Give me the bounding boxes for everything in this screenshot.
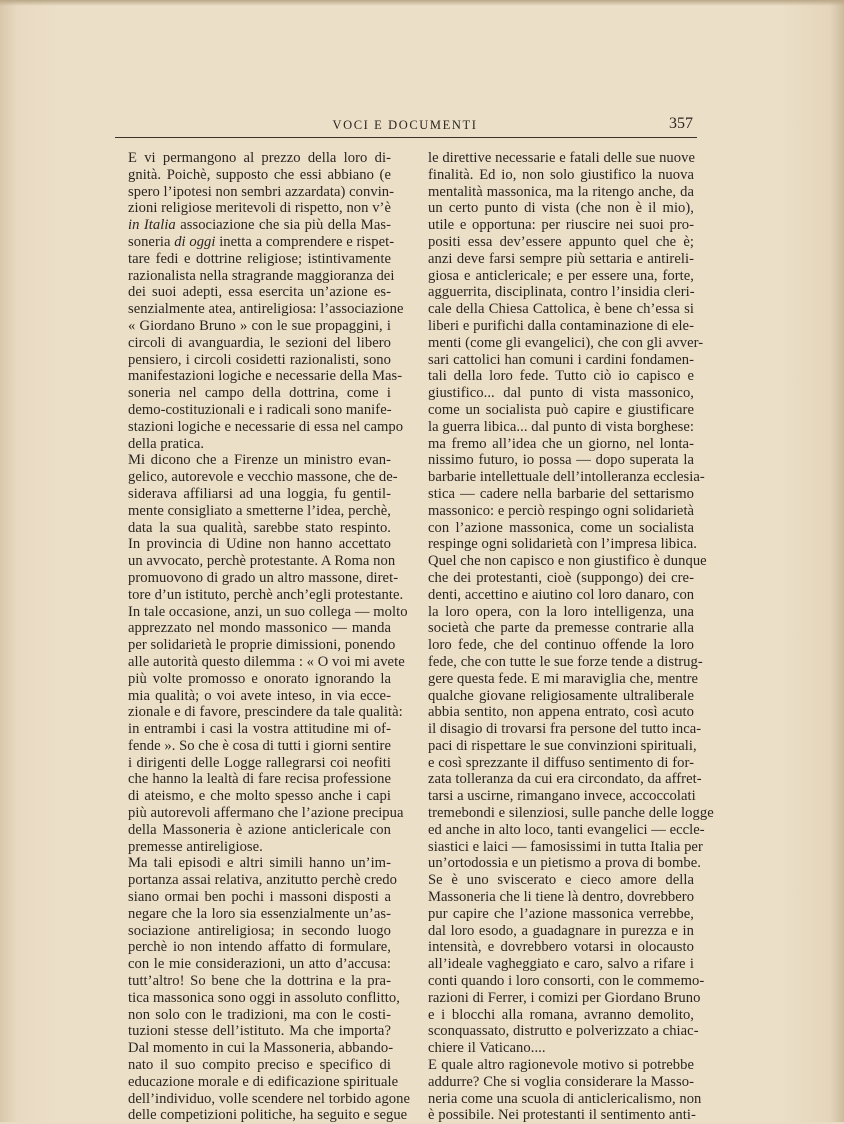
text-line: dal loro esodo, a guadagnare in purezza e in (428, 922, 694, 939)
text-line: siastici e laici — famosissimi in tutta Italia per (428, 838, 703, 855)
text-line: pensiero, i circoli cosidetti razionalisti, sono (128, 351, 391, 368)
text-line: all’ideale vagheggiato e caro, salvo a rifare i (428, 956, 694, 973)
text-line: un certo punto di vista (che non è il mio), (428, 200, 694, 217)
text-line: agguerrita, disciplinata, contro l’insidia cleri- (428, 284, 695, 301)
text-line: massonico: e perciò respingo ogni solidarietà (428, 502, 695, 519)
text-line: tore d’un istituto, perchè anch’egli protestante. (128, 586, 404, 603)
text-line: E quale altro ragionevole motivo si potrebbe (428, 1057, 694, 1074)
paragraph (414, 150, 714, 872)
page-number: 357 (669, 115, 693, 132)
text-line: fende ». So che è cosa di tutti i giorni sentire (128, 737, 391, 754)
text-line: menti (come gli evangelici), che con gli avver- (428, 334, 704, 351)
text-line: Dal momento in cui la Massoneria, abbando- (128, 1040, 394, 1057)
text-line: Quel che non capisco e non giustifico è dunque (428, 553, 707, 570)
text-line: delle competizioni politiche, ha seguito e segue (128, 1107, 408, 1124)
text-line: della Massoneria è azione anticlericale con (128, 821, 391, 838)
text-line: neria come una scuola di anticlericalismo, non (428, 1090, 702, 1107)
text-line: non solo con le tradizioni, ma con le costi- (128, 1006, 391, 1023)
text-line: mentalità massonica, ma la ritengo anche, da (428, 183, 694, 200)
text-line: dell’individuo, volle scendere nel torbido agone (128, 1090, 411, 1107)
text-line: in entrambi i casi la vostra attitudine mi of- (128, 721, 391, 738)
text-line: anzi deve farsi sempre più settaria e antireli- (428, 250, 694, 267)
text-line: della pratica. (128, 435, 205, 452)
text-line: che dei protestanti, cioè (suppongo) dei cre- (428, 569, 694, 586)
text-line: soneria nel campo della dottrina, come i (128, 385, 391, 402)
text-line: soneria di oggi inetta a comprendere e rispet- (128, 233, 395, 250)
paragraph (114, 150, 404, 452)
text-line: come un socialista può capire e giustificare (428, 401, 694, 418)
text-line: giosa e anticlericale; e per essere una, forte, (428, 267, 694, 284)
text-line: in Italia associazione che sia più della Mas- (128, 217, 391, 234)
text-line: negare che la loro sia essenzialmente un’as- (128, 905, 391, 922)
text-line: un’ortodossia e un pietismo a prova di bombe. (428, 855, 701, 872)
text-line: apprezzato nel mondo massonico — manda (128, 620, 391, 637)
text-line: premesse antireligiose. (128, 838, 263, 855)
text-line: Mi dicono che a Firenze un ministro evan- (128, 452, 391, 469)
text-line: tutt’altro! So bene che la dottrina e la pra- (128, 973, 391, 990)
text-line: zioni religiose meritevoli di rispetto, non v’è (128, 200, 391, 217)
text-line: sconquassato, distrutto e polverizzato a chiac- (428, 1023, 699, 1040)
text-line: tarsi a uscirne, rimangano invece, accoccolati (428, 788, 696, 805)
text-line: promuovono di grado un altro massone, diret- (128, 569, 399, 586)
text-line: stazioni logiche e necessarie di essa nel campo (128, 418, 404, 435)
text-line: nato il suo compito preciso e specifico di (128, 1057, 391, 1074)
text-line: pur capire che l’azione massonica verrebbe, (428, 905, 694, 922)
text-line: educazione morale e di edificazione spirituale (128, 1073, 399, 1090)
text-line: i dirigenti delle Logge rallegrarsi coi neofiti (128, 754, 391, 771)
text-line: di ateismo, e che molto spesso anche i capi (128, 788, 391, 805)
text-line: il disagio di trovarsi fra persone del tutto inca- (428, 721, 702, 738)
text-line: con l’azione massonica, come un socialista (428, 519, 694, 536)
left-column (114, 150, 411, 1124)
text-line: paci di rispettare le sue convinzioni spirituali, (428, 737, 697, 754)
text-line: sociazione antireligiosa; in secondo luogo (128, 922, 391, 939)
text-line: tica massonica sono oggi in assoluto conflitto, (128, 989, 400, 1006)
text-line: fede, che con tutte le sue forze tende a distrug- (428, 653, 703, 670)
text-line: intensità, e dovrebbero votarsi in olocausto (428, 939, 694, 956)
text-line: che hanno la lealtà di fare recisa professione (128, 771, 391, 788)
text-line: cale della Chiesa Cattolica, è bene ch’essa si (428, 301, 694, 318)
text-line: e così sprezzante il diffuso sentimento di for- (428, 754, 694, 771)
text-line: liberi e purifichi dalla contaminazione di ele- (428, 317, 694, 334)
page-top-edge (0, 0, 844, 6)
paragraph (414, 1057, 702, 1124)
text-line: le direttive necessarie e fatali delle sue nuove (428, 150, 695, 166)
text-line: siano ormai ben pochi i massoni disposti a (128, 889, 391, 906)
text-line: barbarie intellettuale dell’intolleranza ecclesia- (428, 469, 705, 486)
right-column (414, 150, 714, 1124)
text-line: In provincia di Udine non hanno accettato (128, 536, 391, 553)
text-line: gere questa fede. E mi maraviglia che, mentre (428, 670, 699, 687)
text-line: data la sua qualità, sarebbe stato respinto. (128, 519, 391, 536)
text-line: E vi permangono al prezzo della loro di- (128, 150, 391, 166)
text-line: circoli di avanguardia, le sezioni del libero (128, 334, 391, 351)
text-line: mia qualità; o voi avete inteso, in via ecce- (128, 687, 391, 704)
text-line: società che parte da premesse contrarie alla (428, 620, 694, 637)
text-line: perchè io non intendo affatto di formulare, (128, 939, 391, 956)
text-line: la guerra libica... dal punto di vista borghese: (428, 418, 694, 435)
text-line: « Giordano Bruno » con le sue propaggini, i (128, 317, 391, 334)
text-line: denti, accettino e aiutino col loro danaro, con (428, 586, 695, 603)
text-line: un avvocato, perchè protestante. A Roma non (128, 553, 396, 570)
text-line: sari cattolici han comuni i cardini fondamen- (428, 351, 694, 368)
header-rule (115, 137, 697, 138)
text-line: addurre? Che si voglia considerare la Masso- (428, 1073, 694, 1090)
text-line: utile e opportuna: per riuscire nei suoi pro- (428, 217, 694, 234)
text-line: tali della loro fede. Tutto ciò io capisco e (428, 368, 694, 385)
text-line: e i blocchi alla romana, avranno demolito, (428, 1006, 694, 1023)
text-line: per solidarietà le proprie dimissioni, ponendo (128, 637, 396, 654)
text-line: stica — cadere nella barbarie del settarismo (428, 485, 694, 502)
text-line: zionale e di favore, prescindere da tale qualità: (128, 704, 403, 721)
text-line: portanza assai relativa, anzitutto perchè credo (128, 872, 397, 889)
text-line: chiere il Vaticano.... (428, 1040, 546, 1057)
text-line: razioni di Ferrer, i comizi per Giordano Bruno (428, 989, 701, 1006)
paragraph (114, 855, 411, 1124)
text-line: In tale occasione, anzi, un suo collega — molto (128, 603, 408, 620)
text-line: con le mie considerazioni, un atto d’accusa: (128, 956, 391, 973)
text-line: razionalista nella stragrande maggioranza dei (128, 267, 395, 284)
text-line: abbia sentito, non appena entrato, così acuto (428, 704, 694, 721)
text-line: zata tolleranza da cui era circondato, da affret- (428, 771, 702, 788)
text-line: dei suoi adepti, essa esercita un’azione es- (128, 284, 391, 301)
text-line: Ma tali episodi e altri simili hanno un’im- (128, 855, 391, 872)
text-line: mente consigliato a smetterne l’idea, perchè, (128, 502, 391, 519)
text-line: più autorevoli affermano che l’azione precipua (128, 805, 404, 822)
text-line: qualche giovane religiosamente ultraliberale (428, 687, 694, 704)
text-line: giustifico... dal punto di vista massonico, (428, 385, 694, 402)
text-line: tremebondi e silenziosi, sulle panche delle logge (428, 805, 714, 822)
text-line: respinge ogni solidarietà con l’impresa libica. (428, 536, 698, 553)
text-line: Massoneria che li tiene là dentro, dovrebbero (428, 889, 695, 906)
text-line: demo-costituzionali e i radicali sono manife- (128, 401, 392, 418)
text-line: la loro opera, con la loro intelligenza, una (428, 603, 694, 620)
text-line: tare fedi e dottrine religiose; istintivamente (128, 250, 391, 267)
text-line: finalità. Ed io, non solo giustifico la nuova (428, 166, 694, 183)
text-line: Se è uno sviscerato e cieco amore della (428, 872, 694, 889)
text-line: alle autorità questo dilemma : « O voi mi avete (128, 653, 405, 670)
paragraph (114, 452, 408, 855)
text-line: positi essa dev’essere appunto quel che è; (428, 233, 694, 250)
text-line: ed anche in alto loco, tanti evangelici — eccle- (428, 821, 705, 838)
paragraph (414, 872, 705, 1057)
text-line: siderava affiliarsi ad una loggia, fu gentil- (128, 485, 391, 502)
text-line: spero l’ipotesi non sembri azzardata) convin- (128, 183, 395, 200)
text-line: manifestazioni logiche e necessarie della Mas- (128, 368, 403, 385)
text-line: ma fremo all’idea che un giorno, nel lonta- (428, 435, 694, 452)
text-line: conti quando i loro consorti, con le commemo- (428, 973, 705, 990)
text-line: è possibile. Nei protestanti il sentimento anti- (428, 1107, 696, 1124)
text-line: nissimo futuro, io possa — dopo superata la (428, 452, 694, 469)
text-line: tuzioni stesse dell’istituto. Ma che importa? (128, 1023, 391, 1040)
text-line: loro fede, che del continuo offende la loro (428, 637, 694, 654)
text-line: più volte promosso e onorato ignorando la (128, 670, 391, 687)
text-line: gelico, autorevole e vecchio massone, che de- (128, 469, 398, 486)
running-head (115, 115, 695, 137)
running-head-title: VOCI E DOCUMENTI (332, 118, 478, 132)
text-line: senzialmente atea, antireligiosa: l’associazione (128, 301, 404, 318)
text-line: gnità. Poichè, supposto che essi abbiano (e (128, 166, 391, 183)
